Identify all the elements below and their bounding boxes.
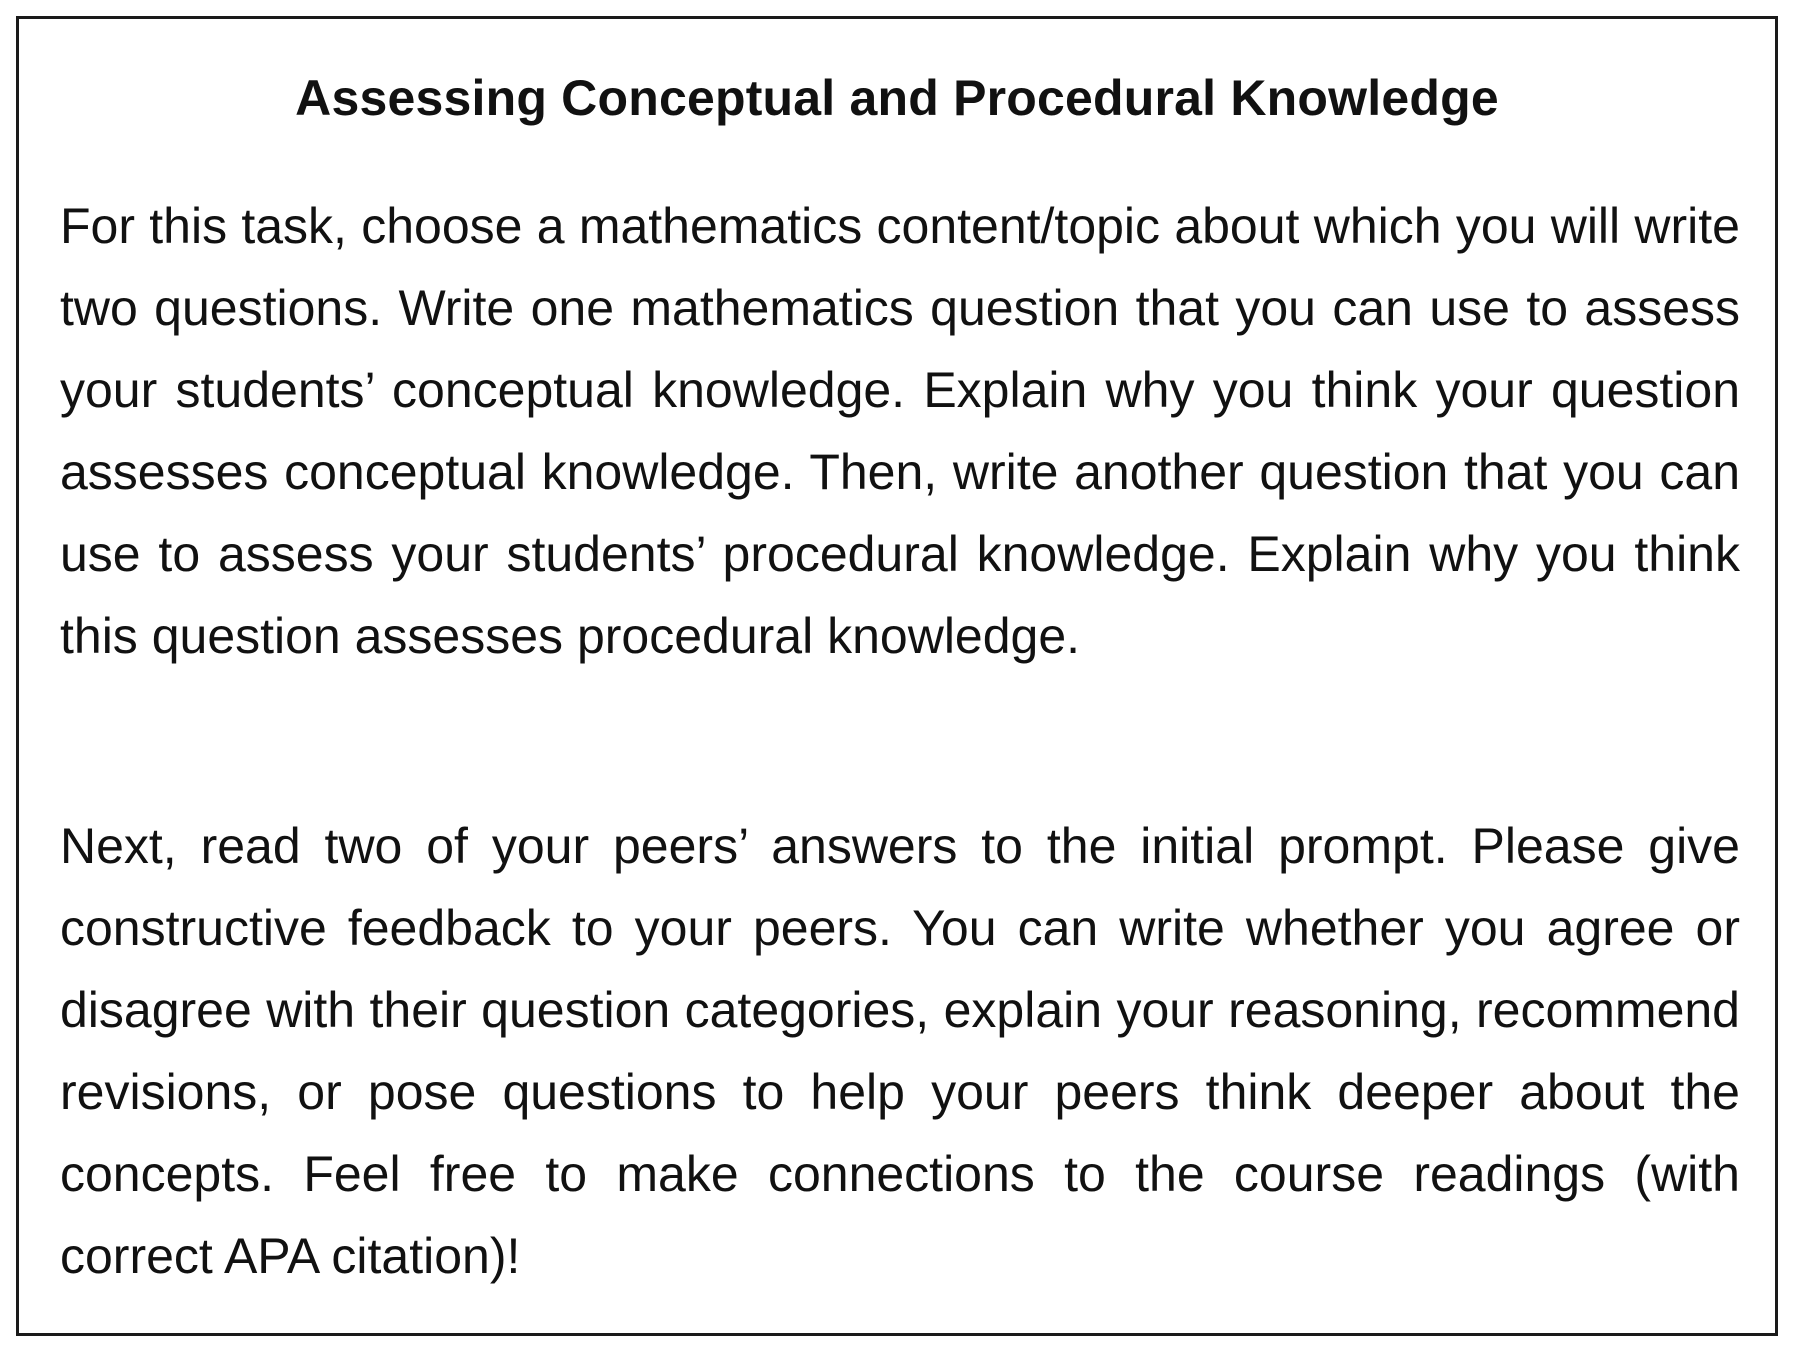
task-title: Assessing Conceptual and Procedural Knowledge	[295, 70, 1499, 126]
task-box	[16, 16, 1778, 1336]
task-instructions-paragraph: For this task, choose a mathematics content/topic about which you will write two questions. Write one mathematics question that you can use to assess your students’ conceptual knowledge. Explain why you think your question assesses conceptual knowledge. Then, write another question that you can use to assess your students’ procedural knowledge. Explain why you think this question assesses procedural knowledge.	[60, 198, 1740, 664]
peer-feedback-paragraph: Next, read two of your peers’ answers to the initial prompt. Please give constructive feedback to your peers. You can write whether you agree or disagree with their question categories, explain your reasoning, recommend revisions, or pose questions to help your peers think deeper about the concepts. Feel free to make connections to the course readings (with correct APA citation)!	[60, 818, 1740, 1284]
